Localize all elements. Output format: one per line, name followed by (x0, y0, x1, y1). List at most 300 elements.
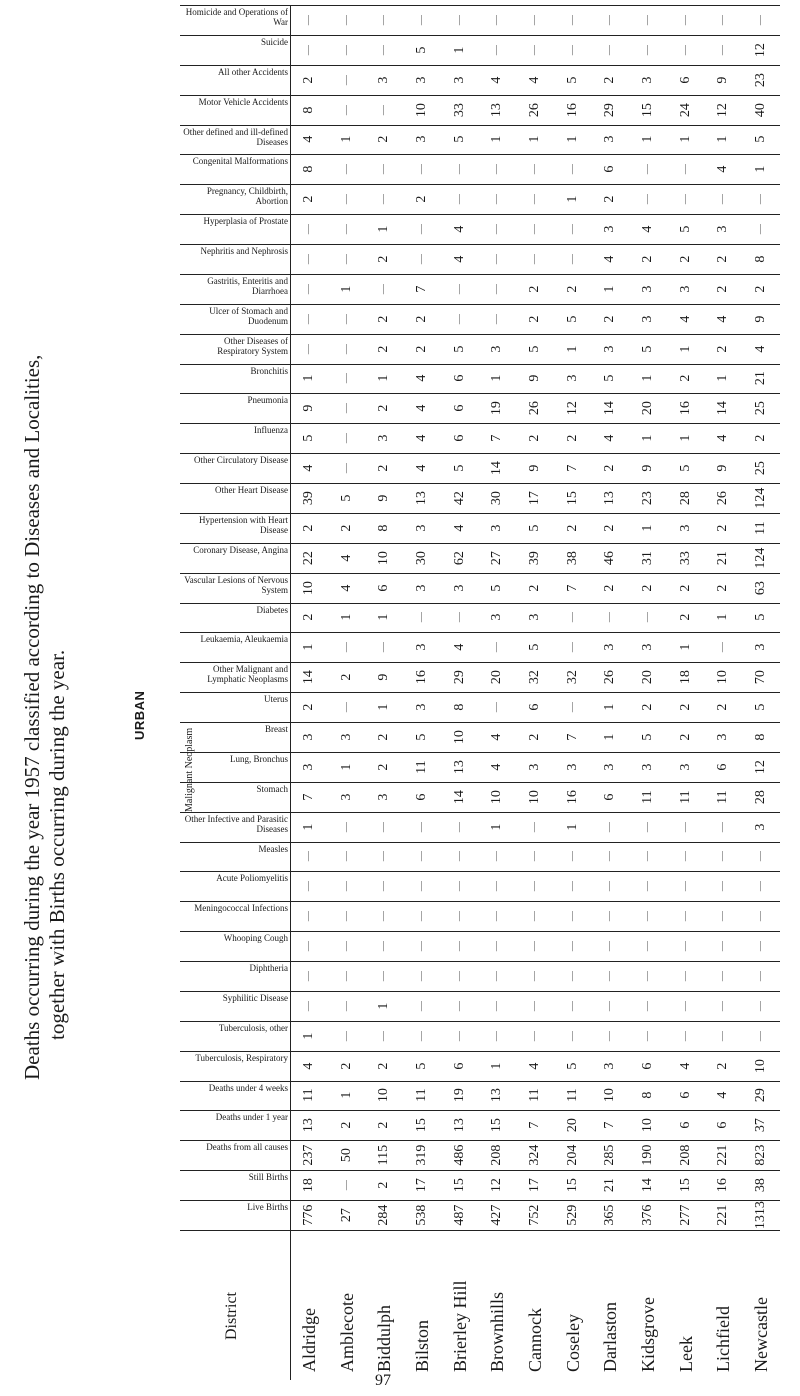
table-cell: 5 (451, 135, 467, 143)
table-cell: — (340, 821, 352, 832)
district-name: Darlaston (600, 1302, 621, 1372)
table-cell: 3 (640, 285, 656, 293)
table-cell: 19 (451, 1088, 467, 1103)
table-cell: — (491, 1030, 503, 1041)
table-cell: — (717, 1000, 729, 1011)
table-cell: 16 (564, 789, 580, 804)
table-cell: 4 (677, 315, 693, 323)
column-header: Influenza (254, 425, 288, 436)
table-cell: — (679, 44, 691, 55)
column-header: Syphilitic Disease (222, 992, 288, 1003)
table-cell: 3 (489, 614, 505, 621)
district-name: Amblecote (336, 1293, 357, 1372)
table-cell: 4 (300, 1062, 316, 1070)
table-cell: 2 (715, 345, 731, 353)
column-header: All other Accidents (218, 66, 288, 77)
table-cell: 2 (677, 614, 693, 621)
table-cell: 3 (451, 76, 467, 84)
table-cell: 2 (677, 584, 693, 592)
group-header: Malignant Neoplasm (184, 727, 195, 812)
district-header: District (223, 1292, 240, 1340)
table-cell: — (340, 971, 352, 982)
table-cell: — (415, 821, 427, 832)
table-cell: 2 (677, 374, 693, 382)
table-cell: 7 (300, 793, 316, 801)
table-cell: — (302, 44, 314, 55)
table-cell: — (302, 851, 314, 862)
table-cell: — (491, 702, 503, 713)
table-cell: — (491, 851, 503, 862)
table-cell: 2 (376, 1062, 392, 1070)
table-cell: 9 (640, 464, 656, 472)
table-cell: — (302, 224, 314, 235)
column-header: Homicide and Operations of War (185, 6, 288, 27)
table-cell: 3 (715, 733, 731, 741)
table-cell: 2 (413, 345, 429, 353)
district-name: Newcastle (751, 1297, 772, 1372)
table-cell: 63 (753, 580, 769, 595)
table-cell: — (642, 941, 654, 952)
district-name: Biddulph (374, 1304, 395, 1372)
table-cell: 32 (527, 670, 542, 685)
table-cell: 2 (753, 434, 769, 442)
table-cell: 6 (677, 76, 693, 84)
table-cell: 5 (753, 135, 769, 143)
column-header: Gastritis, Enteritis and Diarrhoea (207, 275, 288, 296)
table-cell: — (679, 1000, 691, 1011)
table-cell: 4 (715, 434, 731, 442)
table-cell: 365 (602, 1204, 618, 1226)
table-cell: 2 (413, 315, 429, 323)
table-cell: — (755, 14, 767, 25)
table-cell: — (642, 971, 654, 982)
table-cell: 3 (413, 76, 429, 84)
table-cell: — (340, 224, 352, 235)
table-cell: 5 (564, 1062, 580, 1070)
table-cell: 208 (489, 1144, 505, 1166)
table-cell: 5 (677, 225, 693, 233)
table-cell: 7 (564, 584, 580, 592)
table-cell: 2 (376, 464, 392, 472)
table-cell: 324 (527, 1144, 542, 1166)
table-cell: 6 (451, 1062, 467, 1070)
table-cell: 6 (451, 374, 467, 382)
table-cell: 6 (413, 793, 429, 801)
table-cell: 2 (300, 76, 316, 84)
column-header: Deaths under 4 weeks (208, 1082, 288, 1093)
table-cell: 10 (300, 580, 316, 595)
table-cell: 46 (602, 550, 618, 565)
table-cell: — (642, 612, 654, 623)
table-cell: — (566, 642, 578, 653)
table-cell: — (604, 941, 616, 952)
table-cell: 529 (564, 1204, 580, 1226)
table-cell: — (755, 194, 767, 205)
table-cell: 1 (489, 374, 505, 382)
table-cell: 6 (602, 793, 618, 801)
table-cell: — (566, 224, 578, 235)
table-cell: 1 (564, 345, 580, 353)
table-cell: 1 (715, 374, 731, 382)
district-name: Leek (675, 1336, 696, 1372)
table-cell: 10 (489, 789, 505, 804)
table-cell: — (491, 1000, 503, 1011)
table-cell: 1 (677, 135, 693, 143)
table-cell: 5 (527, 345, 542, 353)
table-cell: 3 (376, 793, 392, 801)
table-cell: 3 (413, 135, 429, 143)
district-name: Lichfield (713, 1306, 734, 1372)
table-cell: 2 (300, 703, 316, 711)
table-cell: 39 (527, 550, 542, 565)
table-cell: — (415, 224, 427, 235)
table-cell: 1 (489, 823, 505, 831)
table-cell: 2 (715, 524, 731, 532)
table-cell: 26 (527, 401, 542, 416)
data-table (180, 5, 780, 1380)
table-cell: 10 (527, 789, 542, 804)
table-cell: — (453, 1030, 465, 1041)
table-cell: 27 (338, 1208, 354, 1223)
table-cell: 20 (640, 401, 656, 416)
column-header: Congenital Malformations (192, 156, 288, 167)
table-cell: 5 (451, 345, 467, 353)
table-cell: — (453, 164, 465, 175)
table-cell: 3 (376, 76, 392, 84)
table-cell: 10 (753, 1058, 769, 1073)
table-cell: 221 (715, 1144, 731, 1166)
table-cell: 1 (376, 1002, 392, 1010)
table-cell: 27 (489, 550, 505, 565)
table-cell: 3 (413, 524, 429, 532)
table-cell: — (604, 881, 616, 892)
table-cell: — (302, 253, 314, 264)
table-cell: — (604, 971, 616, 982)
table-cell: — (566, 253, 578, 264)
table-cell: 2 (300, 195, 316, 203)
table-cell: 32 (564, 670, 580, 685)
table-cell: 5 (564, 76, 580, 84)
table-cell: — (604, 1000, 616, 1011)
table-cell: — (340, 74, 352, 85)
table-cell: — (679, 821, 691, 832)
table-cell: 2 (564, 434, 580, 442)
table-cell: 2 (602, 195, 618, 203)
table-cell: 12 (489, 1178, 505, 1193)
table-cell: — (679, 194, 691, 205)
table-cell: 4 (413, 434, 429, 442)
column-header: Leukaemia, Aleukaemia (200, 634, 288, 645)
table-cell: 2 (527, 315, 542, 323)
table-cell: 4 (413, 374, 429, 382)
table-cell: 190 (640, 1144, 656, 1166)
table-cell: — (717, 881, 729, 892)
table-cell: 2 (715, 584, 731, 592)
table-cell: 1 (300, 374, 316, 382)
table-cell: 2 (715, 1062, 731, 1070)
table-cell: 7 (564, 733, 580, 741)
table-cell: 9 (376, 494, 392, 502)
table-cell: — (302, 881, 314, 892)
table-cell: 1 (602, 733, 618, 741)
table-cell: — (302, 1000, 314, 1011)
column-header: Hyperplasia of Prostate (203, 216, 288, 227)
table-cell: 8 (753, 255, 769, 263)
table-cell: — (378, 971, 390, 982)
table-cell: 5 (640, 345, 656, 353)
table-cell: 4 (489, 763, 505, 771)
table-cell: — (378, 14, 390, 25)
table-cell: 15 (413, 1118, 429, 1133)
table-cell: 3 (602, 225, 618, 233)
table-cell: 29 (753, 1088, 769, 1103)
table-cell: — (302, 971, 314, 982)
table-cell: — (717, 44, 729, 55)
table-cell: — (491, 911, 503, 922)
table-cell: 115 (376, 1145, 392, 1166)
table-cell: 14 (715, 401, 731, 416)
table-cell: 10 (715, 670, 731, 685)
district-name: Aldridge (298, 1308, 319, 1372)
table-cell: 17 (527, 1178, 542, 1193)
table-cell: 3 (677, 285, 693, 293)
column-header: Other Heart Disease (215, 485, 288, 496)
table-cell: — (453, 1000, 465, 1011)
table-cell: — (755, 1030, 767, 1041)
table-cell: 7 (602, 1121, 618, 1129)
table-cell: 62 (451, 550, 467, 565)
table-cell: 3 (300, 763, 316, 771)
table-cell: — (302, 313, 314, 324)
column-header: Deaths from all causes (206, 1142, 288, 1153)
table-cell: 39 (300, 490, 316, 505)
column-header: Tuberculosis, other (218, 1022, 288, 1033)
table-cell: — (453, 313, 465, 324)
table-cell: — (491, 44, 503, 55)
table-cell: — (340, 44, 352, 55)
table-cell: — (415, 14, 427, 25)
table-cell: 2 (715, 255, 731, 263)
table-cell: 2 (640, 584, 656, 592)
table-cell: 1 (602, 285, 618, 293)
table-cell: — (453, 283, 465, 294)
table-cell: 5 (413, 46, 429, 54)
table-cell: 4 (300, 464, 316, 472)
table-cell: 2 (527, 285, 542, 293)
table-cell: 2 (376, 733, 392, 741)
table-cell: 6 (527, 703, 542, 711)
table-cell: 11 (564, 1088, 580, 1103)
table-cell: — (340, 373, 352, 384)
table-cell: 6 (376, 584, 392, 592)
column-header: Still Births (248, 1172, 288, 1183)
table-cell: 5 (527, 524, 542, 532)
table-cell: 15 (489, 1118, 505, 1133)
table-cell: 4 (527, 1062, 542, 1070)
table-cell: 26 (527, 102, 542, 117)
table-cell: 1 (376, 225, 392, 233)
table-cell: — (491, 253, 503, 264)
table-cell: 2 (527, 584, 542, 592)
table-cell: 1 (715, 135, 731, 143)
table-cell: — (340, 702, 352, 713)
table-cell: — (529, 941, 540, 952)
table-cell: — (642, 911, 654, 922)
table-cell: — (302, 941, 314, 952)
table-cell: 2 (564, 285, 580, 293)
table-cell: 3 (489, 345, 505, 353)
table-cell: — (679, 881, 691, 892)
table-cell: — (340, 851, 352, 862)
table-cell: 823 (753, 1144, 769, 1166)
table-cell: — (604, 44, 616, 55)
table-cell: 50 (338, 1148, 354, 1163)
table-cell: — (679, 851, 691, 862)
table-cell: 3 (677, 524, 693, 532)
table-cell: 237 (300, 1144, 316, 1166)
table-cell: 14 (602, 401, 618, 416)
header-divider (180, 1230, 780, 1231)
table-cell: 1 (338, 285, 354, 293)
table-cell: 15 (677, 1178, 693, 1193)
table-cell: 29 (602, 102, 618, 117)
table-cell: — (453, 14, 465, 25)
table-cell: 4 (677, 1062, 693, 1070)
table-cell: 3 (489, 524, 505, 532)
table-cell: — (415, 971, 427, 982)
side-title (20, 0, 70, 1396)
table-cell: 11 (753, 521, 769, 535)
table-cell: 2 (338, 524, 354, 532)
table-cell: — (566, 612, 578, 623)
table-cell: — (340, 14, 352, 25)
table-cell: — (566, 702, 578, 713)
table-cell: — (529, 253, 540, 264)
table-cell: 3 (602, 1062, 618, 1070)
table-cell: — (415, 941, 427, 952)
table-cell: — (378, 1030, 390, 1041)
table-cell: — (642, 194, 654, 205)
table-cell: 11 (413, 760, 429, 774)
table-cell: 1 (640, 524, 656, 532)
column-header: Measles (258, 843, 288, 854)
table-cell: — (679, 164, 691, 175)
table-cell: — (415, 1000, 427, 1011)
table-cell: 2 (338, 1062, 354, 1070)
column-header: Nephritis and Nephrosis (200, 246, 288, 257)
table-cell: 2 (677, 703, 693, 711)
table-cell: 4 (413, 464, 429, 472)
table-cell: 9 (753, 315, 769, 323)
table-cell: 2 (300, 524, 316, 532)
table-cell: 8 (640, 1092, 656, 1100)
table-cell: 2 (602, 524, 618, 532)
table-cell: 5 (527, 643, 542, 651)
table-cell: — (717, 941, 729, 952)
table-cell: 8 (753, 733, 769, 741)
table-cell: 5 (753, 703, 769, 711)
table-cell: 3 (640, 763, 656, 771)
table-cell: — (302, 14, 314, 25)
column-header: Live Births (247, 1202, 288, 1213)
table-cell: — (453, 612, 465, 623)
table-cell: 3 (338, 793, 354, 801)
column-header: Hypertension with Heart Disease (199, 514, 288, 535)
column-header: Uterus (264, 694, 288, 705)
table-cell: — (566, 971, 578, 982)
table-cell: — (491, 642, 503, 653)
table-cell: 5 (753, 614, 769, 621)
table-cell: 20 (489, 670, 505, 685)
table-cell: 2 (715, 285, 731, 293)
table-cell: 1 (564, 135, 580, 143)
table-cell: 4 (715, 165, 731, 173)
table-cell: 5 (677, 464, 693, 472)
table-cell: 40 (753, 102, 769, 117)
table-cell: 15 (640, 102, 656, 117)
table-cell: 10 (376, 1088, 392, 1103)
table-cell: 13 (451, 759, 467, 774)
table-cell: — (529, 851, 540, 862)
table-cell: 8 (300, 106, 316, 114)
table-cell: 11 (300, 1088, 316, 1103)
table-cell: 29 (451, 670, 467, 685)
table-cell: — (604, 612, 616, 623)
column-header: Motor Vehicle Accidents (198, 96, 288, 107)
table-cell: 4 (338, 554, 354, 562)
column-header: Meningococcal Infections (194, 903, 288, 914)
table-cell: — (566, 911, 578, 922)
table-cell: — (642, 881, 654, 892)
table-cell: 1 (715, 614, 731, 621)
table-cell: — (340, 104, 352, 115)
table-cell: 11 (413, 1088, 429, 1103)
table-cell: 12 (564, 401, 580, 416)
table-cell: 1 (677, 434, 693, 442)
district-name: Bilston (411, 1319, 432, 1372)
table-cell: 4 (451, 643, 467, 651)
table-cell: — (679, 1030, 691, 1041)
table-cell: 9 (376, 673, 392, 681)
table-cell: 124 (753, 547, 769, 569)
table-cell: — (604, 1030, 616, 1041)
table-cell: 17 (527, 490, 542, 505)
table-cell: — (378, 821, 390, 832)
table-cell: — (340, 253, 352, 264)
table-cell: 4 (451, 225, 467, 233)
table-cell: 20 (640, 670, 656, 685)
table-cell: 13 (300, 1118, 316, 1133)
table-cell: 9 (527, 374, 542, 382)
table-cell: 2 (753, 285, 769, 293)
table-cell: 1 (602, 703, 618, 711)
table-cell: — (755, 851, 767, 862)
table-cell: — (491, 194, 503, 205)
table-cell: 12 (753, 42, 769, 57)
table-cell: 14 (300, 670, 316, 685)
table-cell: 1 (338, 1092, 354, 1100)
table-cell: 3 (640, 643, 656, 651)
table-cell: 277 (677, 1204, 693, 1226)
table-cell: — (642, 164, 654, 175)
table-cell: — (340, 1030, 352, 1041)
table-cell: — (529, 224, 540, 235)
table-cell: 285 (602, 1144, 618, 1166)
table-cell: 1 (338, 614, 354, 621)
table-cell: — (717, 971, 729, 982)
table-cell: 10 (413, 102, 429, 117)
table-cell: — (378, 941, 390, 952)
